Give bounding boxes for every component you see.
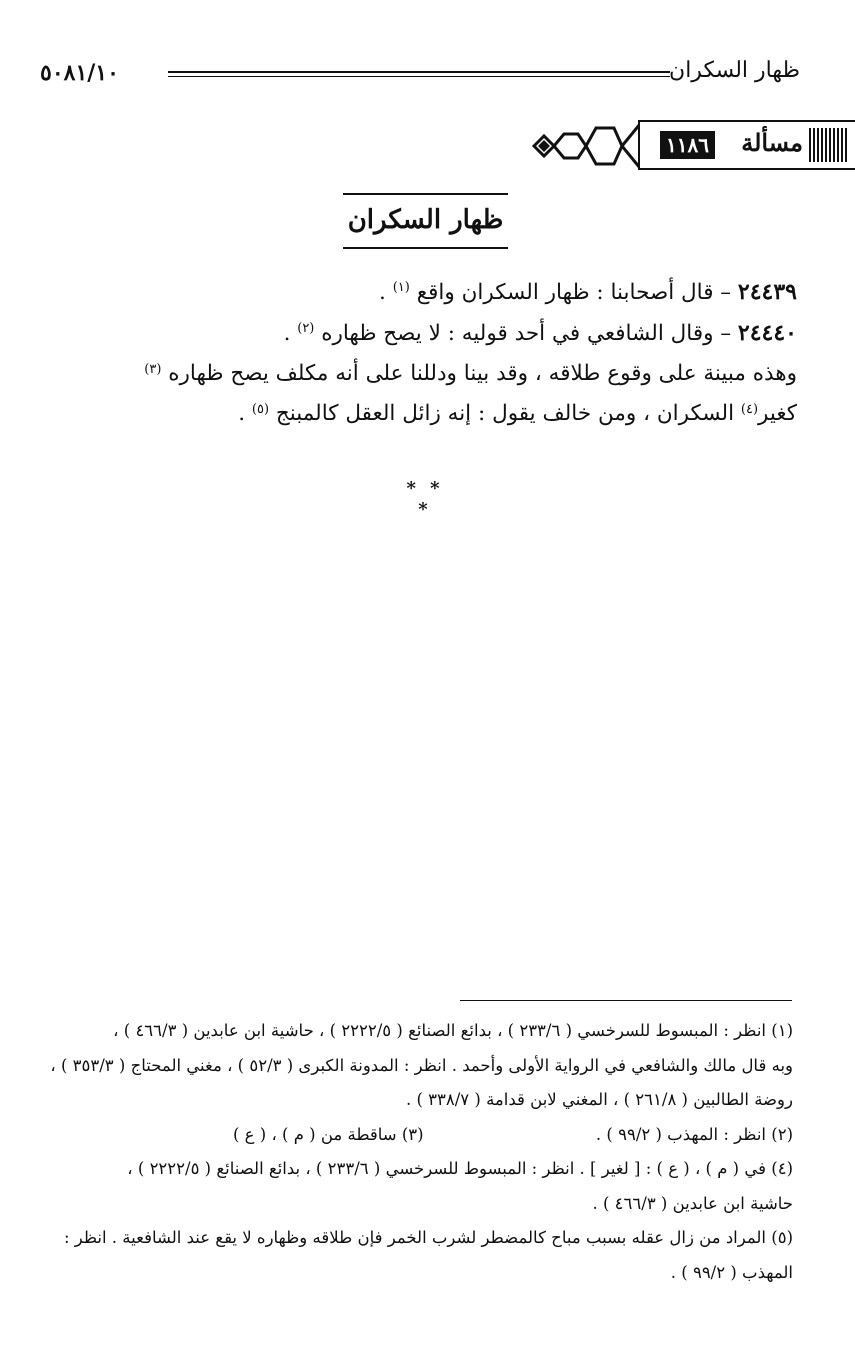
- footnote-ref: (٣): [144, 362, 162, 377]
- footnote-1: (١) انظر : المبسوط للسرخسي ( ٢٣٣/٦ ) ، بدائع الصنائع ( ٢٢٢٢/٥ ) ، حاشية ابن عابدين ( ٤٦٦/٣ ) ،: [113, 1021, 793, 1040]
- footnote-ref: (٢): [297, 321, 315, 336]
- argument-text: السكران ، ومن خالف يقول : إنه زائل العقل كالمبنج: [275, 401, 741, 426]
- footnote-3: (٣) ساقطة من ( م ) ، ( ع ): [233, 1124, 424, 1144]
- paragraph-text: – قال أصحابنا : ظهار السكران واقع: [416, 280, 732, 305]
- paragraph-tail: .: [283, 321, 298, 346]
- body-text: [52, 272, 797, 434]
- footnote-pair: [53, 1118, 793, 1153]
- footnote-5-cont: المهذب ( ٩٩/٢ ) .: [670, 1262, 793, 1282]
- running-header: [40, 58, 800, 98]
- footnote-5: (٥) المراد من زال عقله بسبب مباح كالمضطر لشرب الخمر فإن طلاقه وظهاره لا يقع عند الشافعية . انظر :: [63, 1228, 793, 1247]
- section-heading: ظهار السكران: [347, 205, 504, 235]
- page-number: ٥٠٨١/١٠: [40, 60, 119, 86]
- paragraph-1: [52, 272, 797, 313]
- section-separator: * * *: [406, 478, 444, 520]
- masala-box: [638, 120, 855, 170]
- paragraph-number: ٢٤٤٣٩: [737, 279, 797, 305]
- paragraph-tail: .: [379, 280, 393, 305]
- footnotes: [50, 1014, 793, 1290]
- header-rule: [168, 71, 670, 77]
- footnote-1-cont: روضة الطالبين ( ٢٦١/٨ ) ، المغني لابن قدامة ( ٣٣٨/٧ ) .: [405, 1090, 793, 1109]
- paragraph-text: – وقال الشافعي في أحد قوليه : لا يصح ظهاره: [321, 321, 732, 346]
- footnote-rule: [460, 1000, 792, 1001]
- argument-line-2: [52, 394, 797, 434]
- footnote-ref: (٥): [251, 402, 270, 417]
- ornament-icon: [530, 120, 640, 172]
- footnote-ref: (١): [392, 280, 410, 295]
- masala-number: ١١٨٦: [660, 131, 715, 159]
- footnote-1-cont: وبه قال مالك والشافعي في الرواية الأولى وأحمد . انظر : المدونة الكبرى ( ٥٢/٣ ) ، مغني المحتاج ( ٣٥٣/٣ ) ،: [50, 1055, 793, 1075]
- argument-text: كغير: [758, 401, 797, 426]
- running-title: ظهار السكران: [669, 58, 800, 83]
- argument-line-1: [52, 354, 797, 394]
- masala-banner: [530, 120, 855, 172]
- argument-text: وهذه مبينة على وقوع طلاقه ، وقد بينا ودللنا على أنه مكلف يصح ظهاره: [168, 361, 797, 386]
- paragraph-number: ٢٤٤٤٠: [737, 320, 797, 346]
- paragraph-2: [52, 313, 797, 354]
- footnote-2: (٢) انظر : المهذب ( ٩٩/٢ ) .: [595, 1124, 793, 1144]
- argument-tail: .: [238, 401, 252, 426]
- heading-box: [343, 193, 508, 249]
- footnote-4-cont: حاشية ابن عابدين ( ٤٦٦/٣ ) .: [592, 1193, 793, 1213]
- footnote-ref: (٤): [740, 402, 759, 417]
- hatch-ornament: [809, 128, 849, 162]
- masala-label: مسألة: [741, 128, 803, 157]
- footnote-4: (٤) في ( م ) ، ( ع ) : [ لغير ] . انظر : المبسوط للسرخسي ( ٢٣٣/٦ ) ، بدائع الصنائع ( ٢٢٢٢/٥ ) ،: [127, 1159, 793, 1178]
